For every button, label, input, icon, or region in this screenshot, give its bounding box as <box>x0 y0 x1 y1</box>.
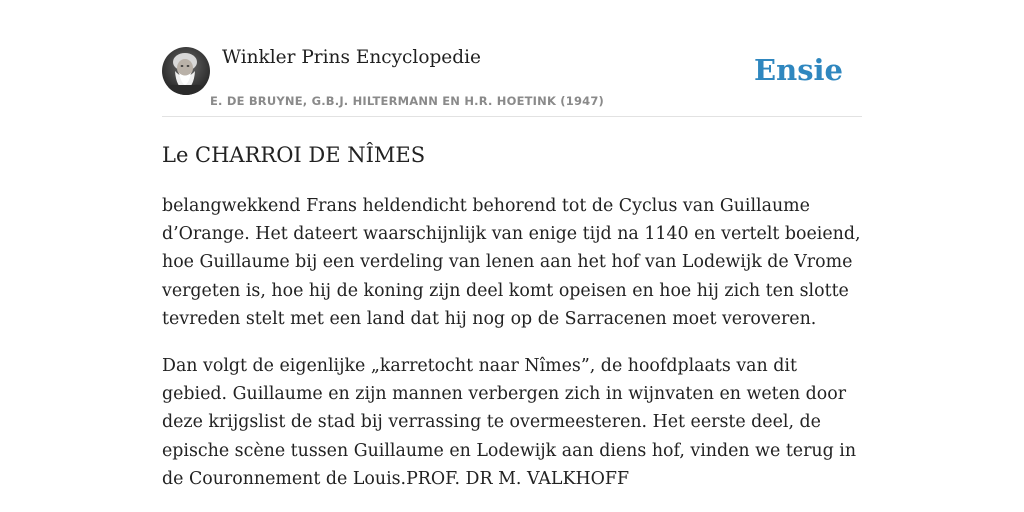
header <box>162 46 862 117</box>
article-paragraph: Dan volgt de eigenlijke „karretocht naar Nîmes”, de hoofdplaats van dit gebied. Guillaume en zijn mannen verbergen zich in wijnvaten en weten door deze krijgslist de stad bij verrassing te overmeesteren. Het eerste deel, de epische scène tussen Guillaume en Lodewijk aan diens hof, vinden we terug in de Couronnement de Louis.PROF. DR M. VALKHOFF <box>162 356 857 489</box>
article-title: Le CHARROI DE NÎMES <box>162 143 426 167</box>
portrait-icon <box>162 47 210 95</box>
author-avatar[interactable] <box>162 47 210 95</box>
article-body <box>162 192 867 512</box>
brand-logo[interactable]: Ensie <box>754 53 843 87</box>
authors-line: E. DE BRUYNE, G.B.J. HILTERMANN EN H.R. HOETINK (1947) <box>210 94 605 108</box>
article-paragraph: belangwekkend Frans heldendicht behorend tot de Cyclus van Guillaume d’Orange. Het dateert waarschijnlijk van enige tijd na 1140 en vertelt boeiend, hoe Guillaume bij een verdeling van lenen aan het hof van Lodewijk de Vrome vergeten is, hoe hij de koning zijn deel komt opeisen en hoe hij zich ten slotte tevreden stelt met een land dat hij nog op de Sarracenen moet veroveren. <box>162 196 861 329</box>
site-name[interactable]: Winkler Prins Encyclopedie <box>222 47 481 68</box>
